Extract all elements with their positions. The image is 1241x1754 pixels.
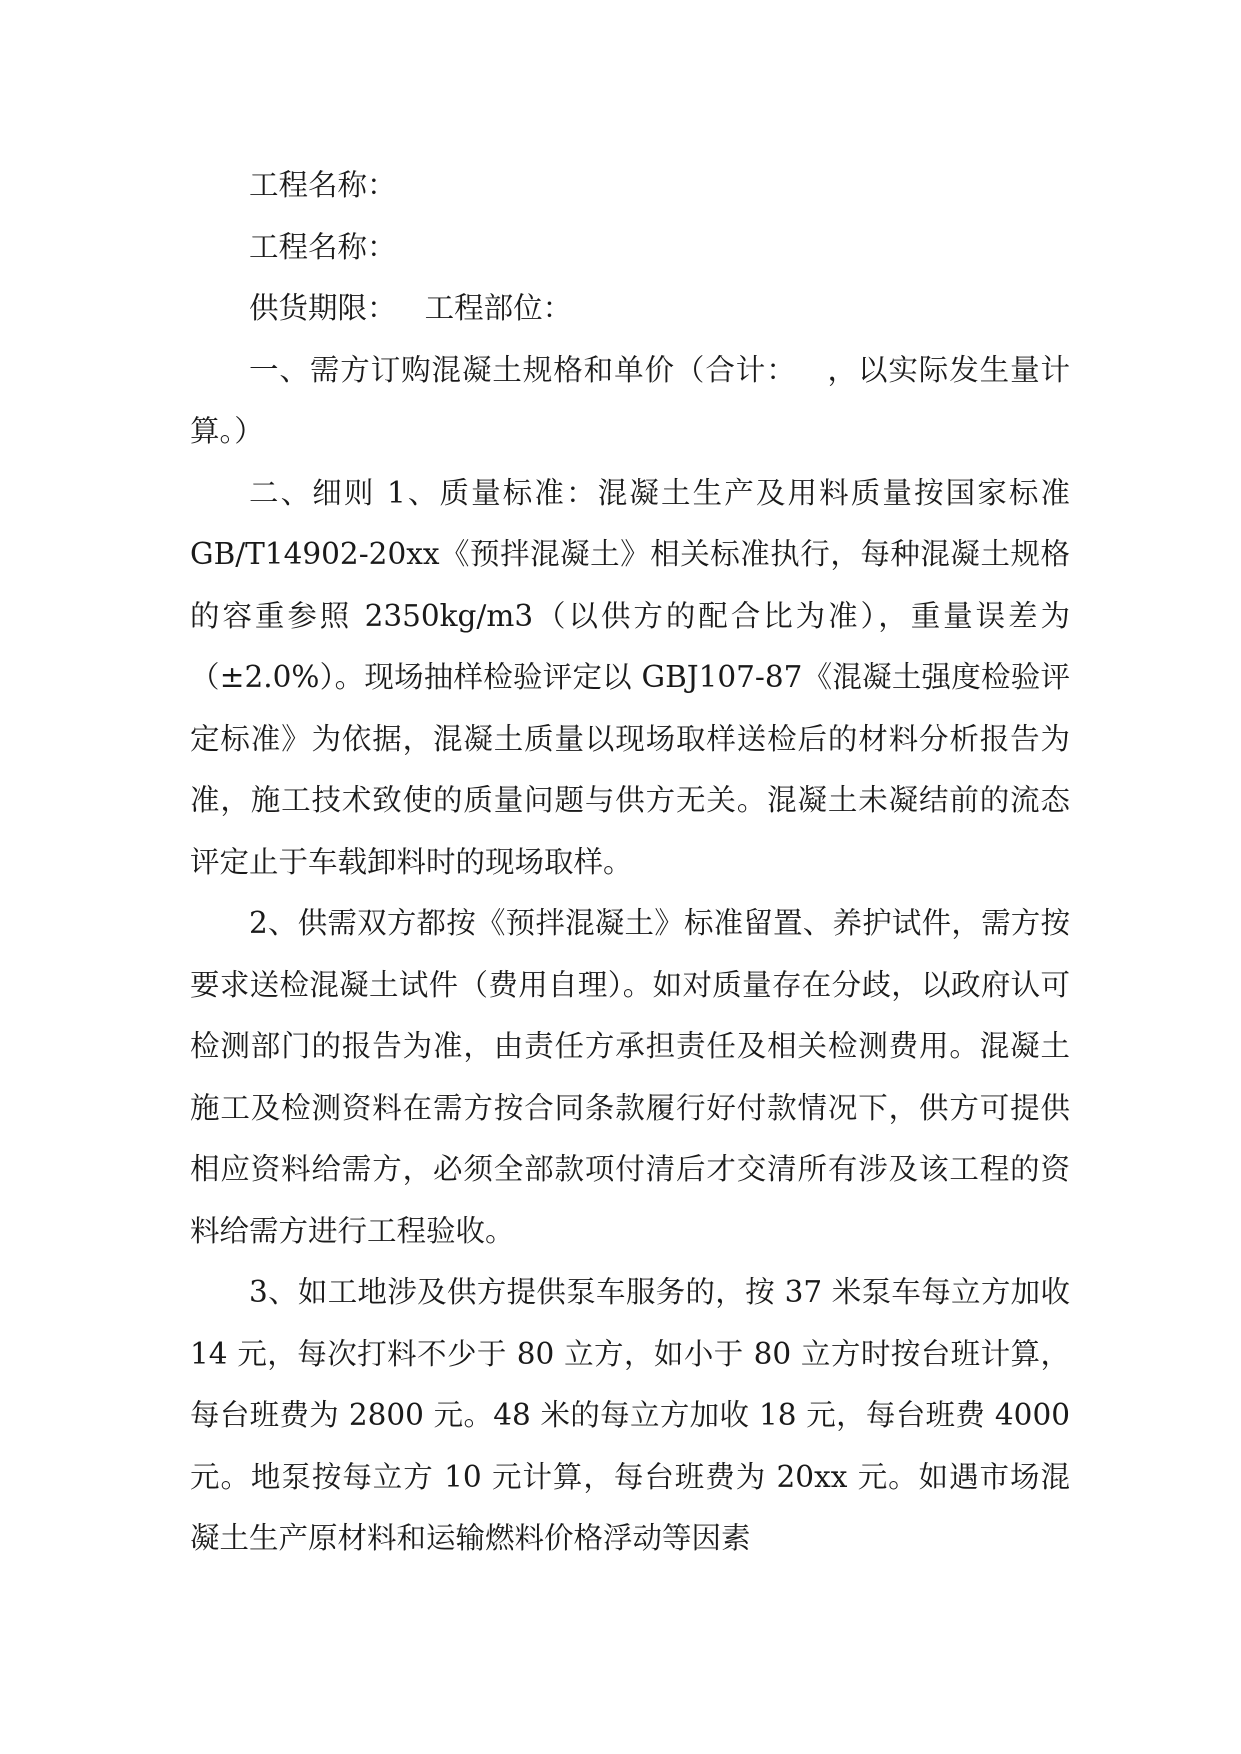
document-page (190, 155, 1070, 1570)
clause-2-quality-paragraph: 二、细则 1、质量标准：混凝土生产及用料质量按国家标准 GB/T14902-20xx《预拌混凝土》相关标准执行，每种混凝土规格的容重参照 2350kg/m3（以供方的配合比为准），重量误差为（±2.0%）。现场抽样检验评定以 GBJ107-87《混凝土强度检验评定标准》为依据，混凝土质量以现场取样送检后的材料分析报告为准，施工技术致使的质量问题与供方无关。混凝土未凝结前的流态评定止于车载卸料时的现场取样。 (190, 475, 1070, 879)
project-name-line-1: 工程名称： (249, 168, 397, 202)
clause-2-2-paragraph: 2、供需双方都按《预拌混凝土》标准留置、养护试件，需方按要求送检混凝土试件（费用自理）。如对质量存在分歧，以政府认可检测部门的报告为准，由责任方承担责任及相关检测费用。混凝土施工及检测资料在需方按合同条款履行好付款情况下，供方可提供相应资料给需方，必须全部款项付清后才交清所有涉及该工程的资料给需方进行工程验收。 (190, 906, 1070, 1248)
clause-2-3-paragraph: 3、如工地涉及供方提供泵车服务的，按 37 米泵车每立方加收 14 元，每次打料不少于 80 立方，如小于 80 立方时按台班计算，每台班费为 2800 元。48 米的每立方加收 18 元，每台班费 4000 元。地泵按每立方 10 元计算，每台班费为 20xx 元。如遇市场混凝土生产原材料和运输燃料价格浮动等因素 (190, 1275, 1070, 1555)
project-name-line-2: 工程名称： (249, 229, 397, 264)
supply-period-line: 供货期限： 工程部位： (249, 291, 573, 325)
clause-1-paragraph: 一、需方订购混凝土规格和单价（合计： ，以实际发生量计算。） (190, 352, 1070, 448)
